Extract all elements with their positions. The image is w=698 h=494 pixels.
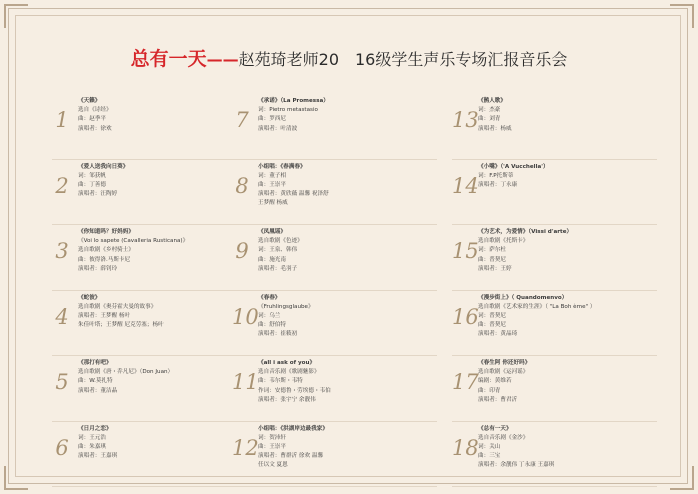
program-line: 曲：王崇平	[258, 181, 286, 188]
program-details	[78, 97, 257, 134]
program-number: 17	[452, 370, 479, 394]
program-line: 演唱者：徐欢	[78, 125, 112, 132]
corner-ornament	[4, 4, 28, 28]
piece-title: 小组唱：《春满春》	[258, 163, 306, 170]
program-line: 曲：彼得洛.马斯卡尼	[78, 256, 131, 263]
program-line: 选自歌剧《奥芬霍夫曼的故事》	[78, 303, 157, 310]
program-item	[232, 160, 437, 226]
program-line: 词：萨尔杜	[478, 247, 506, 254]
program-line: 选自歌剧《运河谣》	[478, 369, 529, 376]
program-number: 16	[452, 304, 479, 329]
program-line: 曲：三宝	[478, 453, 501, 460]
program-line: 任以文 夏恩	[258, 462, 288, 469]
program-details	[478, 97, 657, 134]
program-line: 演唱者：毛羽子	[258, 265, 298, 272]
program-item	[452, 422, 657, 488]
program-line: 朱佳叶塔；王梦醒 尼克劳塞；杨叶	[78, 322, 164, 329]
program-number: 6	[55, 435, 69, 460]
program-column-2	[232, 94, 437, 487]
program-line: 选自歌剧《托斯卡》	[478, 238, 529, 245]
corner-ornament	[670, 4, 694, 28]
program-line: 曲：舒伯特	[258, 322, 286, 329]
program-line: 作词：安德鲁・劳埃德・韦伯	[258, 387, 331, 394]
program-number: 1	[55, 108, 69, 132]
program-details	[478, 425, 657, 471]
program-number: 8	[235, 173, 249, 198]
program-number: 9	[235, 239, 249, 263]
program-line: 曲：赵季平	[78, 116, 106, 123]
program-line: 曲：W.莫扎特	[78, 378, 113, 385]
piece-title: 《你知道吗？好妈妈》	[78, 229, 134, 235]
corner-ornament	[670, 466, 694, 490]
program-line: 演唱者：丁永康	[478, 181, 518, 188]
program-column-1	[52, 94, 257, 487]
piece-title: 《那打有吧》	[78, 360, 112, 366]
program-line: 演唱者：叶清波	[258, 125, 298, 132]
program-item	[232, 225, 437, 291]
program-number: 4	[55, 304, 69, 329]
piece-title: 《为艺术，为爱情》（Vissi d'arte）	[478, 229, 573, 235]
program-line: 演唱者：杨威	[478, 125, 512, 132]
title-dash: ——	[206, 50, 239, 69]
program-item	[232, 94, 437, 160]
program-line: 词：董子相	[258, 172, 286, 179]
piece-title: 《春生阿 你还好吗》	[478, 360, 531, 366]
program-item	[52, 291, 257, 357]
program-details	[78, 294, 257, 331]
program-number: 5	[55, 370, 69, 394]
program-number: 2	[55, 173, 69, 198]
program-line: 曲：丁善德	[78, 181, 106, 188]
program-details	[478, 294, 657, 340]
piece-title: 《鹊人歌》	[478, 98, 506, 104]
piece-title: 《漫步街上》（ Quandomenvo）	[478, 294, 568, 301]
program-details	[78, 359, 257, 396]
piece-title: 小组唱：《洪湖岸边最我家》	[258, 425, 328, 432]
program-line: 《Voi lo sapete (Cavalleria Rusticana)》	[78, 238, 189, 245]
piece-title: 《承诺》（La Promessa）	[258, 98, 329, 104]
program-line: 演唱者：黄欣薇 温馨 祝泽舒	[258, 191, 329, 198]
program-details	[258, 294, 437, 340]
program-line: 词：普契尼	[478, 312, 506, 319]
program-details	[258, 425, 437, 471]
program-item	[52, 422, 257, 488]
program-line: 曲：普契尼	[478, 256, 506, 263]
program-line: 词：F.P托斯蒂	[478, 172, 514, 179]
piece-title: 《日月之恋》	[78, 425, 112, 432]
program-line: 选自音乐剧《金沙》	[478, 434, 529, 441]
program-item	[52, 356, 257, 422]
program-number: 15	[452, 239, 479, 263]
program-item	[452, 94, 657, 160]
program-line: 曲：韦尔斯・韦特	[258, 378, 303, 385]
program-line: 演唱者：余靓伟 丁永康 王嘉琪	[478, 462, 555, 469]
program-line: 曲：王崇平	[258, 443, 286, 450]
program-line: 词：贺沛轩	[258, 434, 286, 441]
program-line: 演唱者：王婷	[478, 265, 512, 272]
program-number: 14	[452, 173, 479, 198]
piece-title: 《小嘴》（'A Vucchella'）	[478, 163, 549, 170]
program-line: 词：乌兰	[258, 312, 281, 319]
program-line: 演唱者：崔筱初	[258, 331, 298, 338]
program-item	[452, 356, 657, 422]
program-line: 演唱者：曹君沂	[478, 396, 518, 403]
program-line: 词：杰豪	[478, 107, 501, 114]
piece-title: 《总有一天》	[478, 425, 512, 432]
program-line: 选自音乐剧《歌剧魅影》	[258, 369, 320, 376]
program-details	[78, 425, 257, 462]
program-line: 演唱者：薛钊玲	[78, 265, 118, 272]
program-number: 18	[452, 435, 479, 460]
program-line: 演唱者：王嘉琪	[78, 453, 118, 460]
concert-title	[0, 44, 698, 71]
program-item	[232, 422, 437, 488]
program-item	[52, 160, 257, 226]
program-line: 曲：普契尼	[478, 322, 506, 329]
piece-title: 《蛇彼》	[78, 294, 101, 301]
piece-title: 《春春》	[258, 294, 281, 301]
program-line: 词：邹获帆	[78, 172, 106, 179]
program-item	[52, 225, 257, 291]
program-line: 曲：刘青	[478, 116, 501, 123]
program-details	[478, 163, 657, 191]
program-line: 选自歌剧《唐・乔凡尼》（Don Juan）	[78, 369, 174, 376]
program-line: 词：王泉、韩伟	[258, 247, 298, 254]
program-line: 演唱者：王梦醒 杨叶	[78, 312, 131, 319]
program-line: 编剧：黄维若	[478, 378, 512, 385]
program-item	[52, 94, 257, 160]
program-line: 曲：罗西尼	[258, 116, 286, 123]
piece-title: 《凤凰谣》	[258, 229, 286, 235]
program-line: 王梦醒 杨威	[258, 200, 288, 207]
program-number: 13	[452, 108, 479, 132]
program-line: 演唱者：曹群沂 徐欢 温馨	[258, 453, 324, 460]
program-number: 7	[235, 108, 249, 132]
program-number: 10	[232, 304, 259, 329]
piece-title: 《爱人送我向日葵》	[78, 163, 129, 170]
program-details	[478, 228, 657, 274]
program-line: 选自歌剧《色迹》	[258, 238, 303, 245]
program-number: 11	[232, 370, 259, 394]
program-details	[258, 359, 437, 405]
program-line: 词：王元浩	[78, 434, 106, 441]
program-details	[78, 228, 257, 274]
program-line: 选自歌剧《艺术家的生涯》（ "La Boh ème" ）	[478, 303, 596, 310]
program-line: 演唱者：董洁晶	[78, 387, 118, 394]
program-details	[258, 97, 437, 134]
program-column-3	[452, 94, 657, 487]
program-item	[452, 225, 657, 291]
piece-title: 《天籁》	[78, 98, 101, 104]
program-details	[478, 359, 657, 405]
program-item	[452, 160, 657, 226]
program-item	[452, 291, 657, 357]
program-line: 词：Pietro metastasio	[258, 107, 318, 114]
program-item	[232, 356, 437, 422]
title-subtitle: 赵苑琦老师20 16级学生声乐专场汇报音乐会	[238, 50, 568, 69]
program-item	[232, 291, 437, 357]
program-number: 12	[232, 435, 259, 460]
program-line: 演唱者：汪陶婷	[78, 191, 118, 198]
program-line: 曲：朱嘉琪	[78, 443, 106, 450]
corner-ornament	[4, 466, 28, 490]
program-number: 3	[55, 239, 69, 263]
program-line: 演唱者：张宇宁 余靓伟	[258, 396, 316, 403]
program-line: 《Fruhlingsglaube》	[258, 303, 314, 310]
program-details	[258, 163, 437, 209]
program-line: 词：关山	[478, 443, 501, 450]
title-main: 总有一天	[130, 48, 207, 70]
program-details	[78, 163, 257, 200]
piece-title: 《all i ask of you》	[258, 360, 316, 366]
program-line: 选自《诗经》	[78, 107, 112, 114]
program-details	[258, 228, 437, 274]
program-line: 曲：施光南	[258, 256, 286, 263]
program-line: 演唱者：黄晶琦	[478, 331, 518, 338]
program-line: 选自歌剧《乡村骑士》	[78, 247, 134, 254]
program-line: 曲：印青	[478, 387, 501, 394]
